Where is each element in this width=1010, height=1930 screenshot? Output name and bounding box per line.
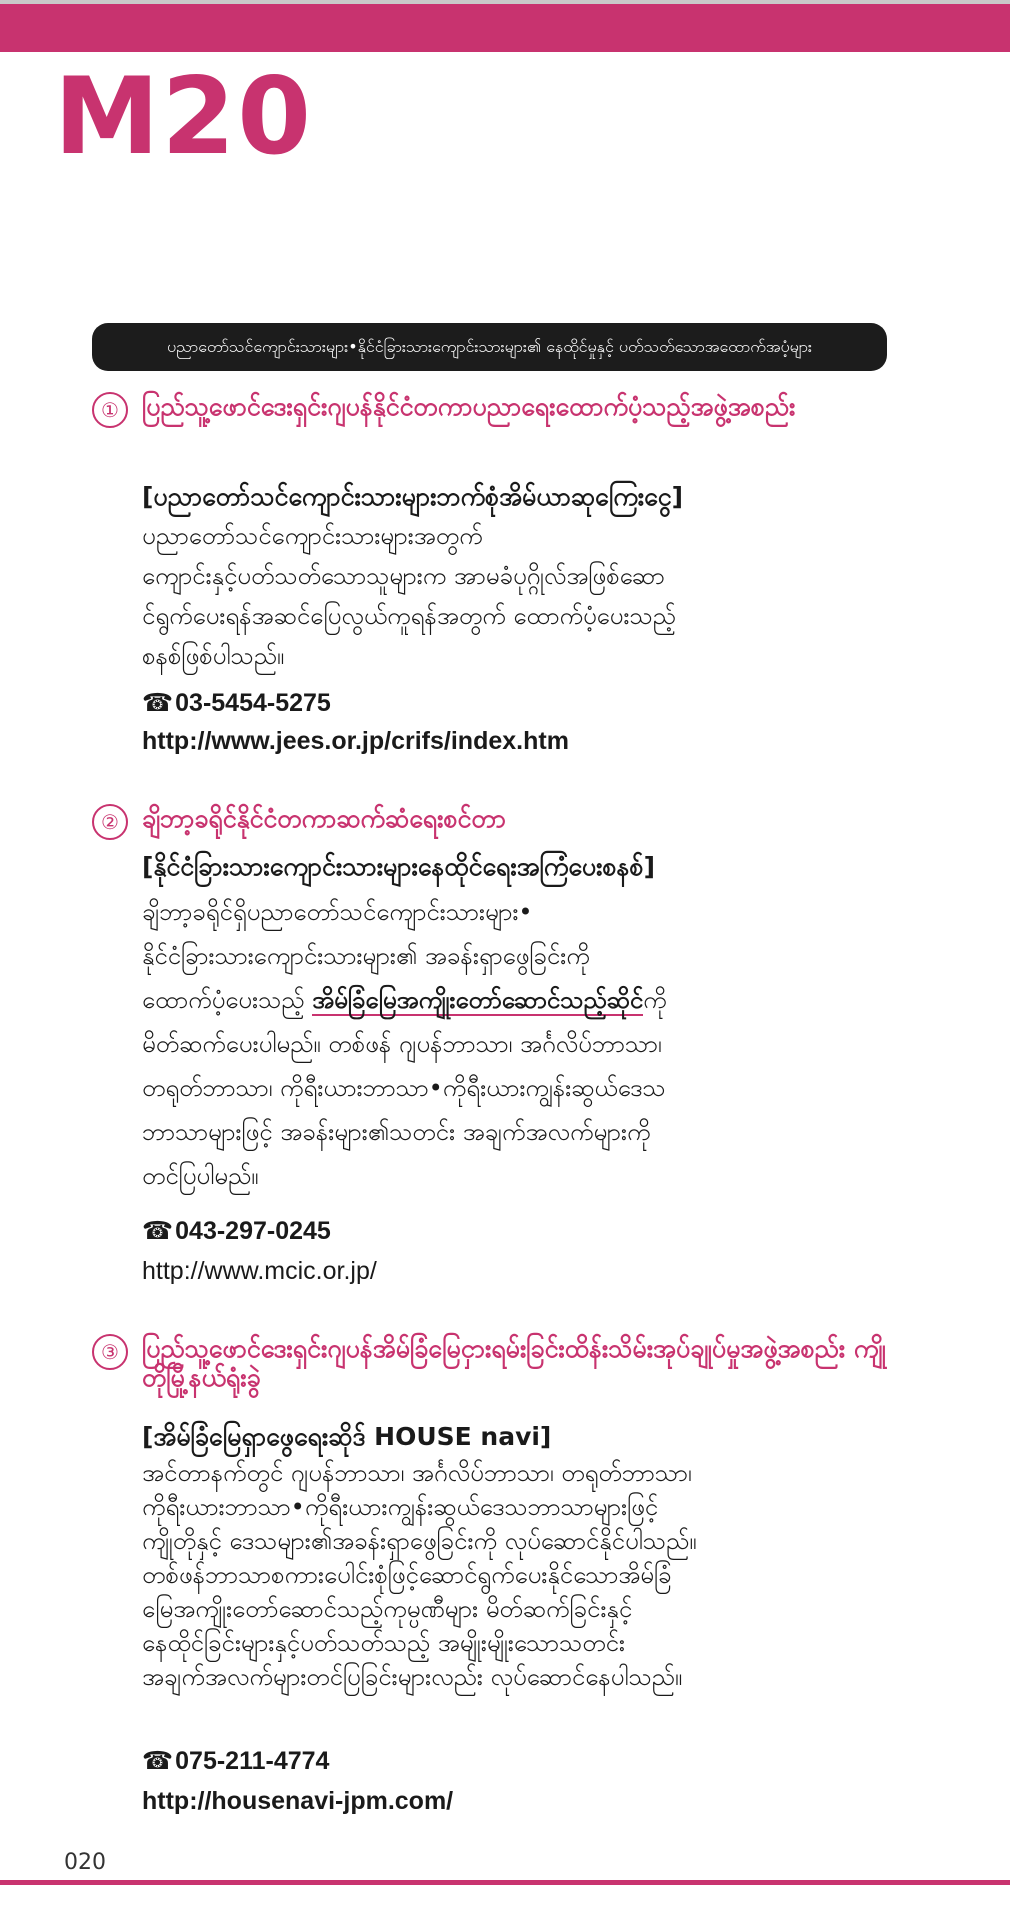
phone-number [142,1746,329,1776]
body-line: တစ်ဖန်ဘာသာစကားပေါင်းစုံဖြင့်ဆောင်ရွက်ပေးနိုင်သောအိမ်ခြံ [142,1561,672,1589]
body-line: ဘာသာများဖြင့် အခန်းများ၏သတင်း အချက်အလက်များကို [142,1118,651,1146]
section-subtitle: [နိုင်ငံခြားသားကျောင်းသားများနေထိုင်ရေးအကြံပေးစနစ်] [142,852,656,881]
body-line: နေထိုင်ခြင်းများနှင့်ပတ်သတ်သည့် အမျိုးမျိုးသောသတင်း [142,1629,626,1657]
phone-number [142,688,331,718]
body-line: တင်ပြပါမည်။ [142,1162,259,1190]
body-line: ပညာတော်သင်ကျောင်းသားများအတွက် [142,522,483,550]
section-title: ပြည်သူ့ဖောင်ဒေးရှင်းဂျပန်အိမ်ခြံမြေငှားရမ်းခြင်းထိန်းသိမ်းအုပ်ချုပ်မှုအဖွဲ့အစည်း ကျိုတိုမြို့နယ်ရုံးခွဲ [142,1334,886,1392]
body-line: အင်တာနက်တွင် ဂျပန်ဘာသာ၊ အင်္ဂလိပ်ဘာသာ၊ တရုတ်ဘာသာ၊ [142,1459,692,1487]
body-text: ကို [643,986,667,1014]
website-link[interactable]: http://www.mcic.or.jp/ [142,1257,377,1285]
body-line: င်ရွက်ပေးရန်အဆင်ပြေလွယ်ကူရန်အတွက် ထောက်ပံ့ပေးသည့် [142,602,676,630]
header-bar [0,4,1010,52]
website-link[interactable]: http://www.jees.or.jp/crifs/index.htm [142,727,569,755]
page-code: M20 [54,55,313,178]
website-link[interactable]: http://housenavi-jpm.com/ [142,1787,454,1815]
section-subtitle: [ပညာတော်သင်ကျောင်းသားများဘက်စုံအိမ်ယာဆုကြေးငွေ] [142,482,683,511]
body-line: တရုတ်ဘာသာ၊ ကိုရီးယားဘာသာ•ကိုရီးယားကျွန်းဆွယ်ဒေသ [142,1074,666,1102]
section-body [142,1456,902,1694]
body-text: ထောက်ပံ့ပေးသည့် [142,986,313,1014]
section-number: ② [92,804,128,840]
section-subtitle: [အိမ်ခြံမြေရှာဖွေရေးဆိုဒ် HOUSE navi] [142,1422,552,1451]
page-number: 020 [64,1850,106,1875]
section-banner: ပညာတော်သင်ကျောင်းသားများ•နိုင်ငံခြားသားကျောင်းသားများ၏ နေထိုင်မှုနှင့် ပတ်သတ်သောအထောက်အပံ့များ [92,323,887,371]
body-line: မိတ်ဆက်ပေးပါမည်။ တစ်ဖန် ဂျပန်ဘာသာ၊ အင်္ဂလိပ်ဘာသာ၊ [142,1030,662,1058]
section-title: ပြည်သူ့ဖောင်ဒေးရှင်းဂျပန်နိုင်ငံတကာပညာရေးထောက်ပံ့သည့်အဖွဲ့အစည်း [142,392,796,421]
body-line: ကျိုတိုနှင့် ဒေသများ၏အခန်းရှာဖွေခြင်းကို လုပ်ဆောင်နိုင်ပါသည်။ [142,1527,697,1555]
phone-icon: ☎ [142,1746,174,1775]
body-line: နိုင်ငံခြားသားကျောင်းသားများ၏ အခန်းရှာဖွေခြင်းကို [142,942,590,970]
highlighted-term: အိမ်ခြံမြေအကျိုးတော်ဆောင်သည့်ဆိုင် [312,986,644,1014]
section-body [142,516,902,676]
body-line: ကိုရီးယားဘာသာ•ကိုရီးယားကျွန်းဆွယ်ဒေသဘာသာများဖြင့် [142,1493,659,1521]
section-number: ③ [92,1334,128,1370]
body-line: ချိဘာ့ခရိုင်ရှိပညာတော်သင်ကျောင်းသားများ• [142,898,533,926]
body-line: မြေအကျိုးတော်ဆောင်သည့်ကုမ္ပဏီများ မိတ်ဆက်ခြင်းနှင့် [142,1595,633,1623]
body-line: ကျောင်းနှင့်ပတ်သတ်သောသူများက အာမခံပုဂ္ဂိုလ်အဖြစ်ဆော [142,562,665,590]
phone-icon: ☎ [142,1216,174,1245]
phone-icon: ☎ [142,688,174,717]
phone-text: 075-211-4774 [175,1747,330,1775]
section-body [142,890,902,1198]
phone-text: 043-297-0245 [175,1217,331,1245]
body-line [142,978,902,1022]
section-number: ① [92,392,128,428]
body-line: အချက်အလက်များတင်ပြခြင်းများလည်း လုပ်ဆောင်နေပါသည်။ [142,1663,683,1691]
phone-number [142,1216,331,1246]
body-line: စနစ်ဖြစ်ပါသည်။ [142,642,285,670]
phone-text: 03-5454-5275 [175,689,331,717]
section-title: ချိဘာ့ခရိုင်နိုင်ငံတကာဆက်ဆံရေးစင်တာ [142,804,507,833]
bottom-rule [0,1880,1010,1885]
